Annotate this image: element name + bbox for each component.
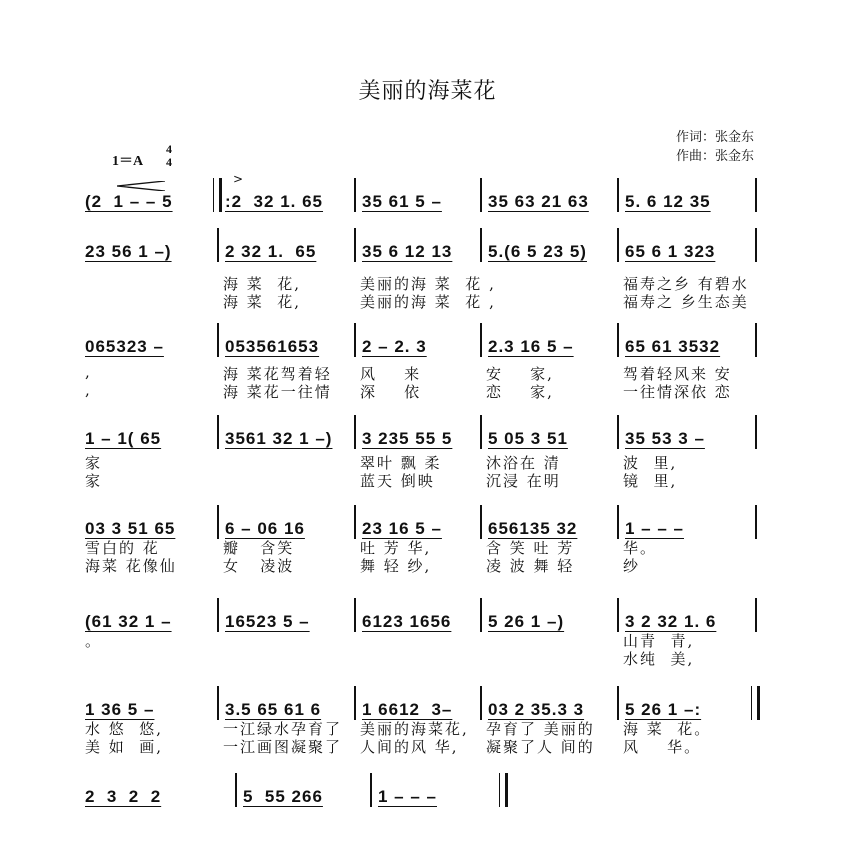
barline: [354, 323, 356, 357]
lyric-line-1: 美丽的海 菜 花 ,: [360, 275, 496, 293]
measure: 053561653: [225, 337, 320, 356]
lyric-line-2: 镜 里,: [623, 472, 678, 490]
measure: 65 6 1 323: [625, 242, 716, 261]
lyric-line-2: 家: [85, 472, 103, 490]
lyric-line-1: 美丽的海菜花,: [360, 720, 469, 738]
time-signature-top: 4: [166, 142, 172, 156]
lyric-line-1: 波 里,: [623, 454, 678, 472]
barline: [755, 228, 757, 262]
lyric-line-1: 一江绿水孕育了: [223, 720, 343, 738]
barline: [217, 686, 219, 720]
barline: [617, 686, 619, 720]
lyric-line-2: 海 菜 花,: [223, 293, 302, 311]
measure: 656135 32: [488, 519, 578, 538]
barline: [354, 686, 356, 720]
measure: 5.(6 5 23 5): [488, 242, 587, 261]
barline: [354, 178, 356, 212]
lyric-line-2: 风 华。: [623, 738, 702, 756]
measure: 3.5 65 61 6: [225, 700, 322, 719]
barline: [617, 415, 619, 449]
measure: 35 63 21 63: [488, 192, 589, 211]
double-barline: [499, 773, 508, 807]
barline: [480, 505, 482, 539]
barline: [480, 598, 482, 632]
barline: [617, 178, 619, 212]
lyric-line-2: 蓝天 倒映: [360, 472, 435, 490]
double-barline: [213, 178, 222, 212]
barline: [480, 178, 482, 212]
measure: 03 2 35.3 3: [488, 700, 585, 719]
lyric-line-1: 水 悠 悠,: [85, 720, 164, 738]
barline: [480, 323, 482, 357]
barline: [217, 598, 219, 632]
lyric-line-1: 福寿之乡 有碧水: [623, 275, 749, 293]
barline: [755, 598, 757, 632]
measure: 23 16 5 –: [362, 519, 442, 538]
measure: 2 32 1. 65: [225, 242, 317, 261]
lyric-line-1: 华。: [623, 539, 658, 557]
barline: [480, 228, 482, 262]
score-row: [85, 517, 755, 575]
lyric-line-1: 海 菜花驾着轻: [223, 365, 332, 383]
score-row: [85, 785, 755, 825]
lyric-line-2: 海菜 花像仙: [85, 557, 177, 575]
lyric-line-1: 。: [85, 632, 103, 650]
lyric-line-1: 风 来: [360, 365, 422, 383]
lyric-line-2: 女 凌波: [223, 557, 295, 575]
measure: 1 6612 3–: [362, 700, 453, 719]
barline: [370, 773, 372, 807]
barline: [354, 598, 356, 632]
measure: :2 32 1. 65: [225, 192, 324, 211]
barline: [617, 505, 619, 539]
barline: [354, 228, 356, 262]
measure: 2 – 2. 3: [362, 337, 427, 356]
barline: [235, 773, 237, 807]
lyric-line-2: 深 依: [360, 383, 422, 401]
score-row: [85, 427, 755, 490]
lyric-line-1: 沐浴在 清: [486, 454, 561, 472]
barline: [354, 505, 356, 539]
barline: [217, 415, 219, 449]
lyric-line-1: 翠叶 飘 柔: [360, 454, 442, 472]
score-row: [85, 190, 755, 230]
lyric-line-1: 含 笑 吐 芳: [486, 539, 575, 557]
barline: [755, 415, 757, 449]
lyricist: 作词：张金东: [676, 130, 755, 145]
score-row: [85, 698, 755, 756]
time-signature: [166, 143, 172, 169]
lyric-line-2: 凝聚了人 间的: [486, 738, 595, 756]
lyric-line-2: 凌 波 舞 轻: [486, 557, 575, 575]
measure: 3 235 55 5: [362, 429, 453, 448]
lyric-line-2: 美 如 画,: [85, 738, 164, 756]
barline: [617, 228, 619, 262]
lyric-line-1: 海 菜 花。: [623, 720, 712, 738]
barline: [480, 686, 482, 720]
measure: 5 26 1 –): [488, 612, 565, 631]
barline: [217, 228, 219, 262]
measure: 23 56 1 –): [85, 242, 172, 261]
barline: [755, 178, 757, 212]
lyric-line-1: 安 家,: [486, 365, 554, 383]
lyric-line-2: 水纯 美,: [623, 650, 695, 668]
lyric-line-2: 舞 轻 纱,: [360, 557, 432, 575]
measure: 03 3 51 65: [85, 519, 176, 538]
measure: 3 2 32 1. 6: [625, 612, 717, 631]
lyric-line-2: 恋 家,: [486, 383, 554, 401]
lyric-line-1: 海 菜 花,: [223, 275, 302, 293]
score-row: [85, 240, 755, 311]
measure: 5 26 1 –:: [625, 700, 702, 719]
measure: 3561 32 1 –): [225, 429, 333, 448]
measure: 35 53 3 –: [625, 429, 705, 448]
measure: 1 – – –: [378, 787, 437, 806]
measure: 065323 –: [85, 337, 164, 356]
lyric-line-2: 一江画图凝聚了: [223, 738, 343, 756]
lyric-line-1: 山青 青,: [623, 632, 695, 650]
accent-mark: >: [233, 172, 244, 186]
barline: [480, 415, 482, 449]
time-signature-bottom: 4: [166, 155, 172, 169]
song-title: 美丽的海菜花: [358, 79, 497, 104]
measure: 35 61 5 –: [362, 192, 442, 211]
measure: (61 32 1 –: [85, 612, 172, 631]
lyric-line-1: 驾着轻风来 安: [623, 365, 732, 383]
lyric-line-1: 雪白的 花: [85, 539, 160, 557]
score-row: [85, 335, 755, 401]
lyric-line-2: 福寿之 乡生态美: [623, 293, 749, 311]
lyric-line-2: 人间的风 华,: [360, 738, 459, 756]
measure: 35 6 12 13: [362, 242, 453, 261]
measure: 2.3 16 5 –: [488, 337, 574, 356]
measure: 1 – – –: [625, 519, 684, 538]
lyric-line-2: 一往情深依 恋: [623, 383, 732, 401]
lyric-line-2: 海 菜花一往情: [223, 383, 332, 401]
composer: 作曲：张金东: [676, 149, 755, 164]
barline: [755, 323, 757, 357]
lyric-line-1: 瓣 含笑: [223, 539, 295, 557]
measure: 16523 5 –: [225, 612, 310, 631]
lyric-line-2: 纱: [623, 557, 641, 575]
double-barline: [751, 686, 760, 720]
lyric-line-2: 沉浸 在明: [486, 472, 561, 490]
measure: 6 – 06 16: [225, 519, 305, 538]
key-signature: 1＝A: [112, 154, 144, 169]
measure: 2 3 2 2: [85, 787, 162, 806]
measure: 1 36 5 –: [85, 700, 155, 719]
barline: [617, 323, 619, 357]
barline: [217, 323, 219, 357]
lyric-line-1: 孕育了 美丽的: [486, 720, 595, 738]
lyric-line-2: ,: [85, 381, 92, 399]
barline: [217, 505, 219, 539]
measure: 5. 6 12 35: [625, 192, 711, 211]
measure: 1 – 1( 65: [85, 429, 162, 448]
barline: [354, 415, 356, 449]
score-row: [85, 610, 755, 668]
measure: 5 05 3 51: [488, 429, 568, 448]
credits: [676, 128, 754, 166]
measure: (2 1 – – 5: [85, 192, 173, 211]
measure: 6123 1656: [362, 612, 452, 631]
measure: 65 61 3532: [625, 337, 721, 356]
lyric-line-1: 吐 芳 华,: [360, 539, 432, 557]
lyric-line-1: 家: [85, 454, 103, 472]
barline: [617, 598, 619, 632]
lyric-line-2: 美丽的海 菜 花 ,: [360, 293, 496, 311]
measure: 5 55 266: [243, 787, 323, 806]
lyric-line-1: ,: [85, 363, 92, 381]
barline: [755, 505, 757, 539]
